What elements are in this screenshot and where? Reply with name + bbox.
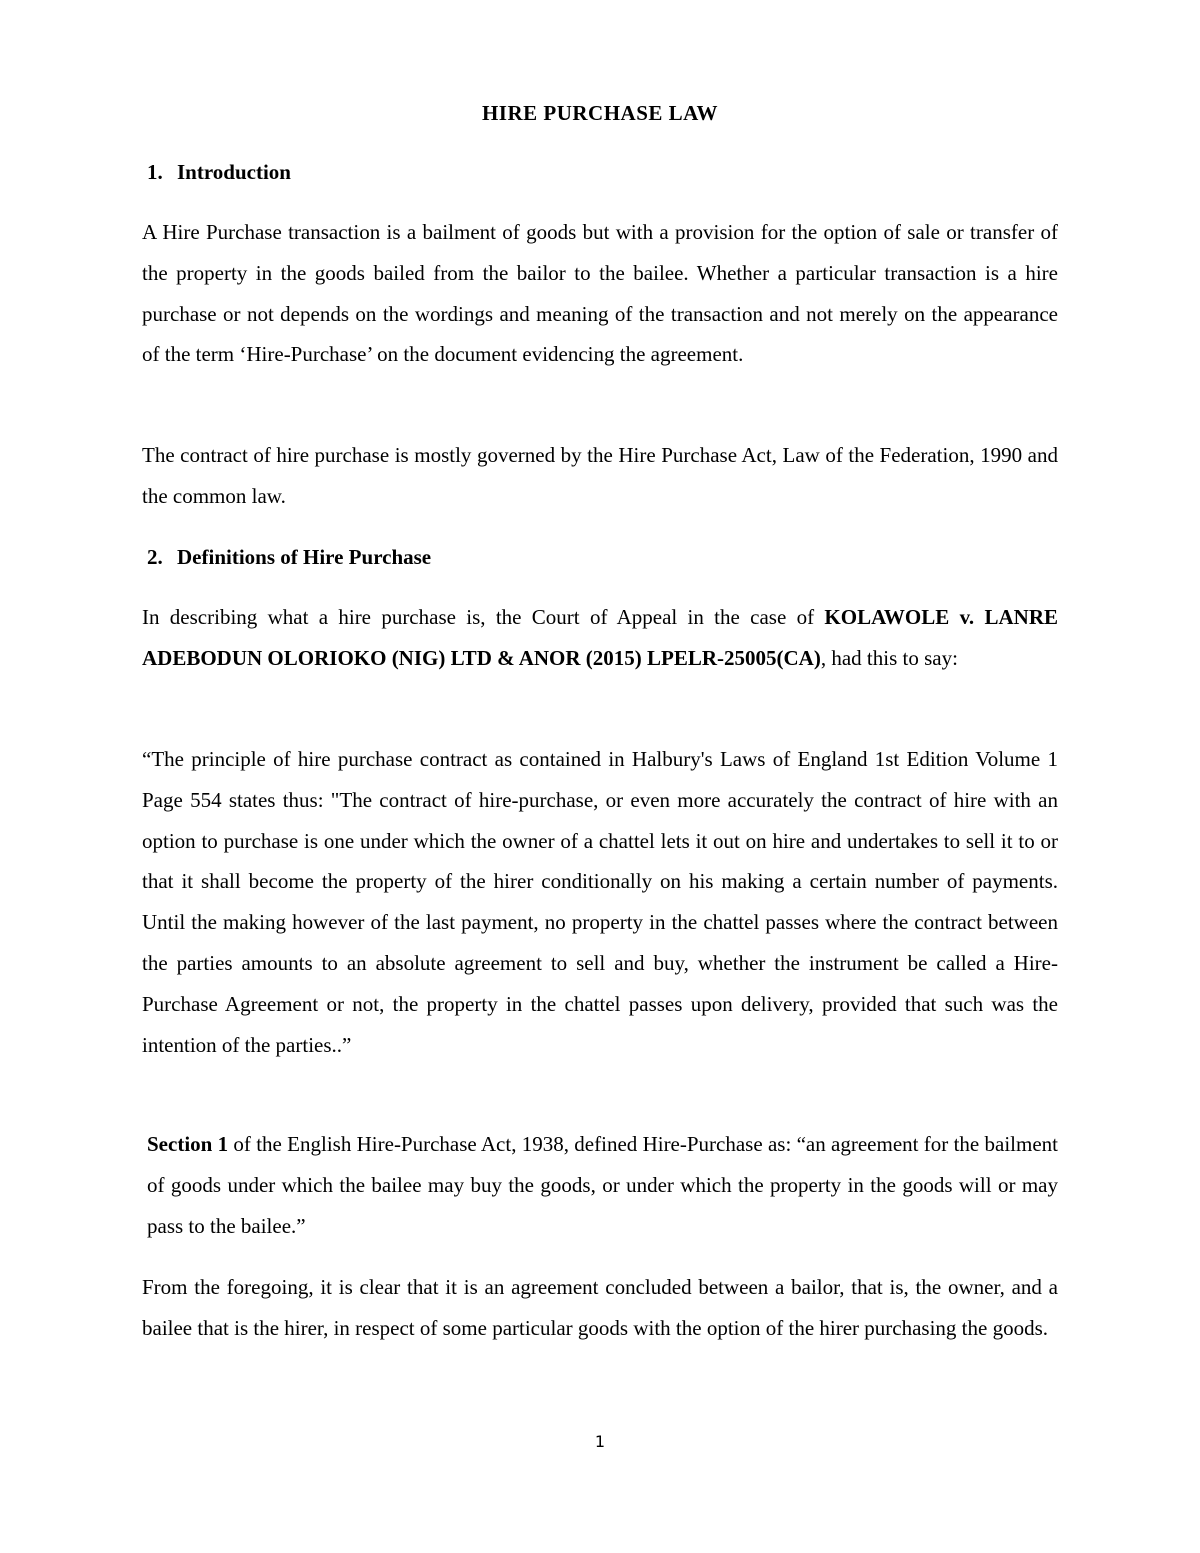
definition-trailing-text: , had this to say:	[820, 645, 958, 670]
definition-paragraph	[142, 597, 1058, 679]
section-heading-introduction	[147, 157, 291, 187]
case-citation: KOLAWOLE v. LANRE ADEBODUN OLORIOKO (NIG) LTD & ANOR (2015) LPELR-25005(CA)	[142, 605, 1058, 670]
conclusion-paragraph: From the foregoing, it is clear that it is an agreement concluded between a bailor, that is, the owner, and a bailee that is the hirer, in respect of some particular goods with the option of the hirer purchasing the goods.	[142, 1275, 1058, 1340]
section-title: Definitions of Hire Purchase	[177, 545, 432, 569]
section-number: 2.	[147, 545, 163, 569]
section-number: 1.	[147, 160, 163, 184]
definition-intro-text: In describing what a hire purchase is, the Court of Appeal in the case of	[142, 605, 825, 629]
section-1-text: of the English Hire-Purchase Act, 1938, defined Hire-Purchase as: “an agreement for the bailment of goods under which the bailee may buy the goods, or under which the property in the goods will or may pass to the bailee.”	[147, 1132, 1058, 1238]
intro-paragraph-2: The contract of hire purchase is mostly governed by the Hire Purchase Act, Law of the Federation, 1990 and the common law.	[142, 443, 1058, 508]
section-1-label: Section 1	[147, 1132, 229, 1156]
page-number: 1	[594, 1432, 606, 1451]
quotation-paragraph: “The principle of hire purchase contract as contained in Halbury's Laws of England 1st Edition Volume 1 Page 554 states thus: "The contract of hire-purchase, or even more accurately the contract of hire with an option to purchase is one under which the owner of a chattel lets it out on hire and undertakes to sell it to or that it shall become the property of the hirer conditionally on his making a certain number of payments. Until the making however of the last payment, no property in the chattel passes where the contract between the parties amounts to an absolute agreement to sell and buy, whether the instrument be called a Hire-Purchase Agreement or not, the property in the chattel passes upon delivery, provided that such was the intention of the parties..”	[142, 747, 1058, 1057]
document-title: HIRE PURCHASE LAW	[481, 101, 719, 125]
section-title: Introduction	[177, 160, 291, 184]
section-heading-definitions	[147, 542, 431, 572]
intro-paragraph-1: A Hire Purchase transaction is a bailment of goods but with a provision for the option of sale or transfer of the property in the goods bailed from the bailor to the bailee. Whether a particular transaction is a hire purchase or not depends on the wordings and meaning of the transaction and not merely on the appearance of the term ‘Hire-Purchase’ on the document evidencing the agreement.	[142, 220, 1058, 367]
section-1-paragraph	[147, 1124, 1058, 1246]
